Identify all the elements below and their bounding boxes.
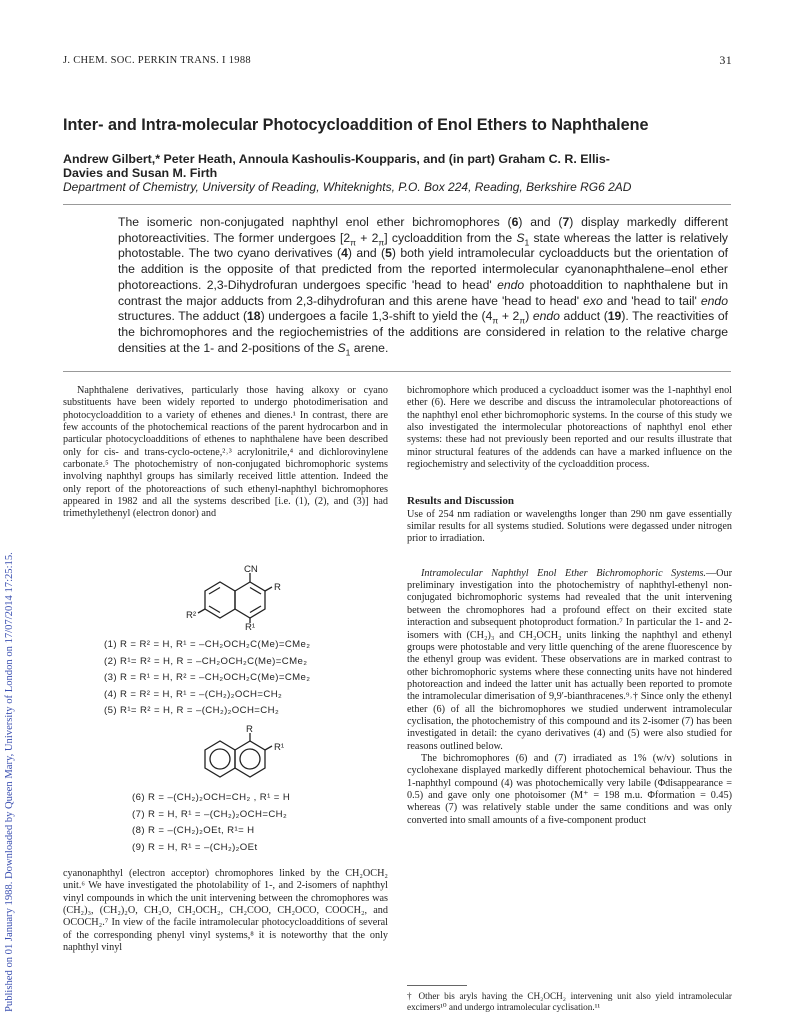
author-list [63,152,763,180]
compound-3: (3) R = R¹ = H, R² = –CH₂OCH₂C(Me)=CMe₂ [104,672,311,683]
header-rule [63,204,731,205]
r2-label: R² [186,610,197,621]
left-column-continued [63,868,388,954]
compound-list-1 [104,637,310,720]
authors-line-2: Davies and Susan M. Firth [63,166,218,180]
page-number: 31 [719,53,732,67]
abstract: The isomeric non-conjugated naphthyl enol ether bichromophores (6) and (7) display markedly different photoreactivities. The former undergoes $[2_\pi + 2_\pi]$ cycloaddition from the $S_1$ state whereas the latter is relatively photostable. The two cyano derivatives (4) and (5) both yield intramolecular cycloadducts but the orientation of the addition is the opposite of that predicted from the reported intermolecular cyanonaphthalene–enol ether photoreactions. 2,3-Dihydrofuran undergoes specific 'head to head' endo photoaddition to naphthalene but in contrast the major adducts from 2,3-dihydrofuran and this arene have 'head to head' exo and 'head to tail' endo structures. The adduct (18) undergoes a facile 1,3-shift to yield the $(4_\pi + 2_\pi)$ endo adduct (19). The reactivities of the bichromophores and the regiochemistries of the additions are considered in relation to the relative charge densities at the 1- and 2-positions of the $S_1$ arene. [118,215,729,358]
download-watermark [0,0,20,1032]
right-paragraph-2: Use of 254 nm radiation or wavelengths longer than 290 nm gave essentially similar results for all systems studied. Solutions were degassed under nitrogen prior to irradiation. [407,508,732,545]
right-column [407,385,732,827]
compound-2: (2) R¹= R² = H, R = –CH₂OCH₂C(Me)=CMe₂ [104,655,308,667]
compound-1: (1) R = R² = H, R¹ = –CH₂OCH₂C(Me)=CMe₂ [104,639,311,650]
right-paragraph-4: The bichromophores (6) and (7) irradiated as 1% (w/v) solutions in cyclohexane displayed markedly different photochemical behaviour. Thus the 1-naphthyl compound (4) was photochemically very labile (Φdisappearance = 0.5) and gave only one photoisomer (M⁺ = 198 m.u. Φformation = 0.45) whereas (7) was relatively stable under the same conditions and was only converted into small amounts of a five-component product [407,752,732,826]
affiliation: Department of Chemistry, University of Reading, Whiteknights, P.O. Box 224, Reading, Berkshire RG6 2AD [63,180,632,194]
compound-7: (7) R = H, R¹ = –(CH₂)₂OCH=CH₂ [132,808,288,820]
right-paragraph-3: Intramolecular Naphthyl Enol Ether Bichromophoric Systems.—Our preliminary investigation into the photochemistry of naphthyl-ethenyl non-conjugated bichromophoric systems had revealed that the unit intervening between the chromophores had a profound effect on their excited state interaction and subsequent photoproduct formation.⁷ In particular the 1- and 2-isomers with (CH₂)₃ and CH₂OCH₂ units linking the naphthyl and ethenyl groups were photostable and very little quenching of the arene fluorescence by the ethenyl group was evident. These observations are in marked contrast to other bichromophoric systems where these connecting units have not hindered photoreaction and indeed the latter unit has actually been reported to promote the intramolecular dimerisation of 9,9′-bianthracenes.⁹˒† Since only the ethenyl ether (6) of all the bichromophores we studied underwent intramolecular cyclisation, the photochemistry of this compound and its 2-isomer (7) has been investigated in detail: the cyano derivatives (4) and (5) were also studied for reasons outlined below. [407,567,732,752]
right-paragraph-1: bichromophore which produced a cycloadduct isomer was the 1-naphthyl enol ether (6). Here we describe and discuss the intramolecular photoreactions of the naphthyl enol ether bichromophoric systems. In the course of this study we also investigated the intermolecular photoreactions of naphthyl enol ether systems: these had not previously been reported and our results illustrate that minor structural features of the addends can have a marked influence on the regiochemistry and selectivity of the cycloaddition process. [407,385,732,471]
footnote-rule [407,985,467,986]
compound-5: (5) R¹= R² = H, R = –(CH₂)₂OCH=CH₂ [104,705,280,716]
watermark-text: Published on 01 January 1988. Downloaded by Queen Mary, University of London on 17/07/2014 17:25:15. [4,552,15,1012]
authors-line-1: Andrew Gilbert,* Peter Heath, Annoula Kashoulis-Koupparis, and (in part) Graham C. R. Ellis- [63,152,610,166]
footnote: † Other bis aryls having the CH₂OCH₂ intervening unit also yield intramolecular excimers¹⁰ and undergo intramolecular cyclisation.¹¹ [407,991,732,1012]
cyanonaphthalene-structure [180,568,290,644]
compound-8: (8) R = –(CH₂)₂OEt, R¹= H [132,825,255,836]
r-label-2: R [246,724,253,735]
compound-6: (6) R = –(CH₂)₂OCH=CH₂ , R¹ = H [132,792,291,803]
journal-header: J. CHEM. SOC. PERKIN TRANS. I 1988 [63,55,251,66]
left-column-intro [63,385,388,521]
r-label: R [274,582,281,593]
r1-label-2: R¹ [274,742,285,753]
abstract-rule [63,371,731,372]
compound-list-2 [132,790,290,856]
compound-9: (9) R = H, R¹ = –(CH₂)₂OEt [132,841,258,853]
r1-label: R¹ [245,622,256,633]
compound-4: (4) R = R² = H, R¹ = –(CH₂)₂OCH=CH₂ [104,688,283,700]
section-heading: Results and Discussion [407,495,514,508]
article-title: Inter- and Intra-molecular Photocycloaddition of Enol Ethers to Naphthalene [63,116,649,134]
intro-paragraph: Naphthalene derivatives, particularly those having alkoxy or cyano substituents have been widely reported to undergo photodimerisation and photocycloaddition to a variety of ethenes and dienes.¹ In contrast, there are few accounts of the photochemical reactions of the parent hydrocarbon and in particular photocycloadditions of ethenes to naphthalene have been described only for cis- and trans-cyclo-octene,²˒³ acrylonitrile,⁴ and dichlorovinylene carbonate.⁵ The photochemistry of non-conjugated bichromophoric systems involving naphthyl groups has similarly received little attention. Indeed the only report of the photoreactions of such ethenyl-naphthyl bichromophores appeared in 1982 and all the systems described [i.e. (1), (2), and (3)] had trimethylethenyl (electron donor) and [63,385,388,520]
cn-label: CN [244,564,258,575]
continued-paragraph: cyanonaphthyl (electron acceptor) chromophores linked by the CH₂OCH₂ unit.⁶ We have investigated the photolability of 1-, and 2-isomers of naphthyl vinyl compounds in which the unit intervening between the chromophores was (CH₂)₃, (CH₂)₂O, CH₂O, CH₂OCH₂, CH₂COO, CH₂OCO, COOCH₂, and OCOCH₂.⁷ In view of the facile intramolecular photocycloadditions of several of the corresponding phenyl vinyl systems,⁸ it is noteworthy that the only naphthyl vinyl [63,868,388,954]
